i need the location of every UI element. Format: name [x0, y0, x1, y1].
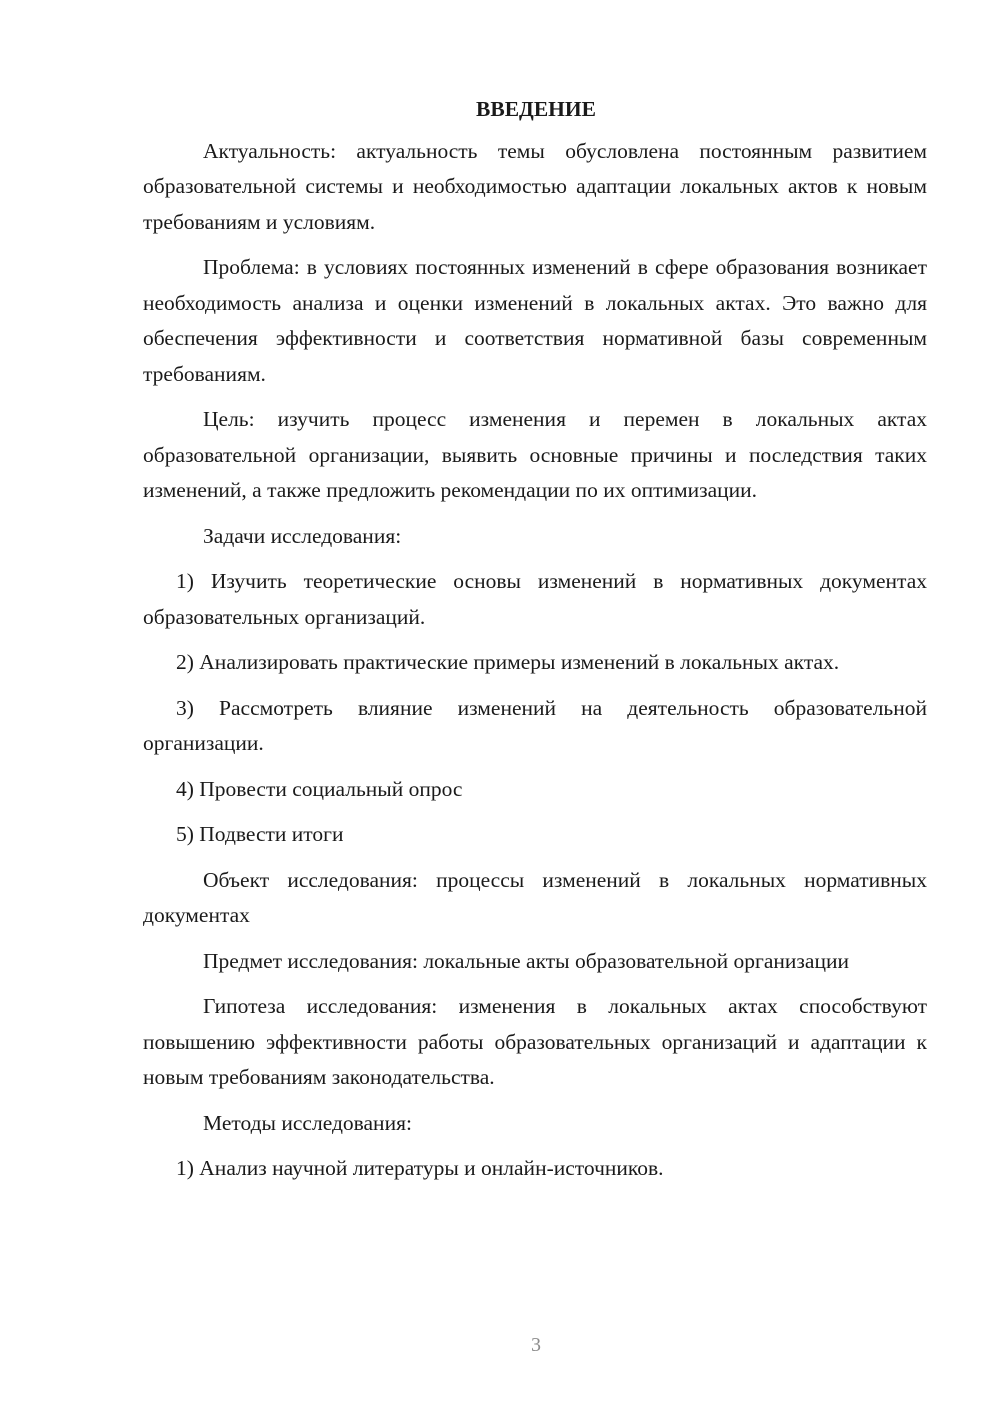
problem-paragraph: Проблема: в условиях постоянных изменений в сфере образования возникает необходимость анализа и оценки изменений в локальных актах. Это важно для обеспечения эффективности и соответствия нормативной базы современным требованиям. — [143, 255, 927, 386]
subject-paragraph: Предмет исследования: локальные акты образовательной организации — [203, 948, 849, 973]
task-item-1: 1) Изучить теоретические основы изменений в нормативных документах образовательных организаций. — [143, 569, 927, 629]
task-item-3: 3) Рассмотреть влияние изменений на деятельность образовательной организации. — [143, 695, 927, 755]
task-item-4: 4) Провести социальный опрос — [176, 776, 463, 801]
section-title: ВВЕДЕНИЕ — [476, 97, 596, 121]
goal-paragraph: Цель: изучить процесс изменения и перемен в локальных актах образовательной организации, выявить основные причины и последствия таких изменений, а также предложить рекомендации по их оптимизации. — [143, 407, 927, 502]
hypothesis-paragraph: Гипотеза исследования: изменения в локальных актах способствуют повышению эффективности работы образовательных организаций и адаптации к новым требованиям законодательства. — [143, 994, 927, 1089]
task-item-2: 2) Анализировать практические примеры изменений в локальных актах. — [176, 650, 840, 674]
object-paragraph: Объект исследования: процессы изменений в локальных нормативных документах — [143, 867, 927, 927]
tasks-heading: Задачи исследования: — [203, 523, 402, 548]
page-number: 3 — [531, 1334, 541, 1356]
relevance-paragraph: Актуальность: актуальность темы обусловлена постоянным развитием образовательной системы и необходимостью адаптации локальных актов к новым требованиям и условиям. — [143, 138, 927, 234]
page-body — [143, 92, 927, 1197]
methods-heading: Методы исследования: — [203, 1110, 412, 1135]
task-item-5: 5) Подвести итоги — [176, 822, 344, 846]
method-item-1: 1) Анализ научной литературы и онлайн-источников. — [176, 1156, 664, 1180]
